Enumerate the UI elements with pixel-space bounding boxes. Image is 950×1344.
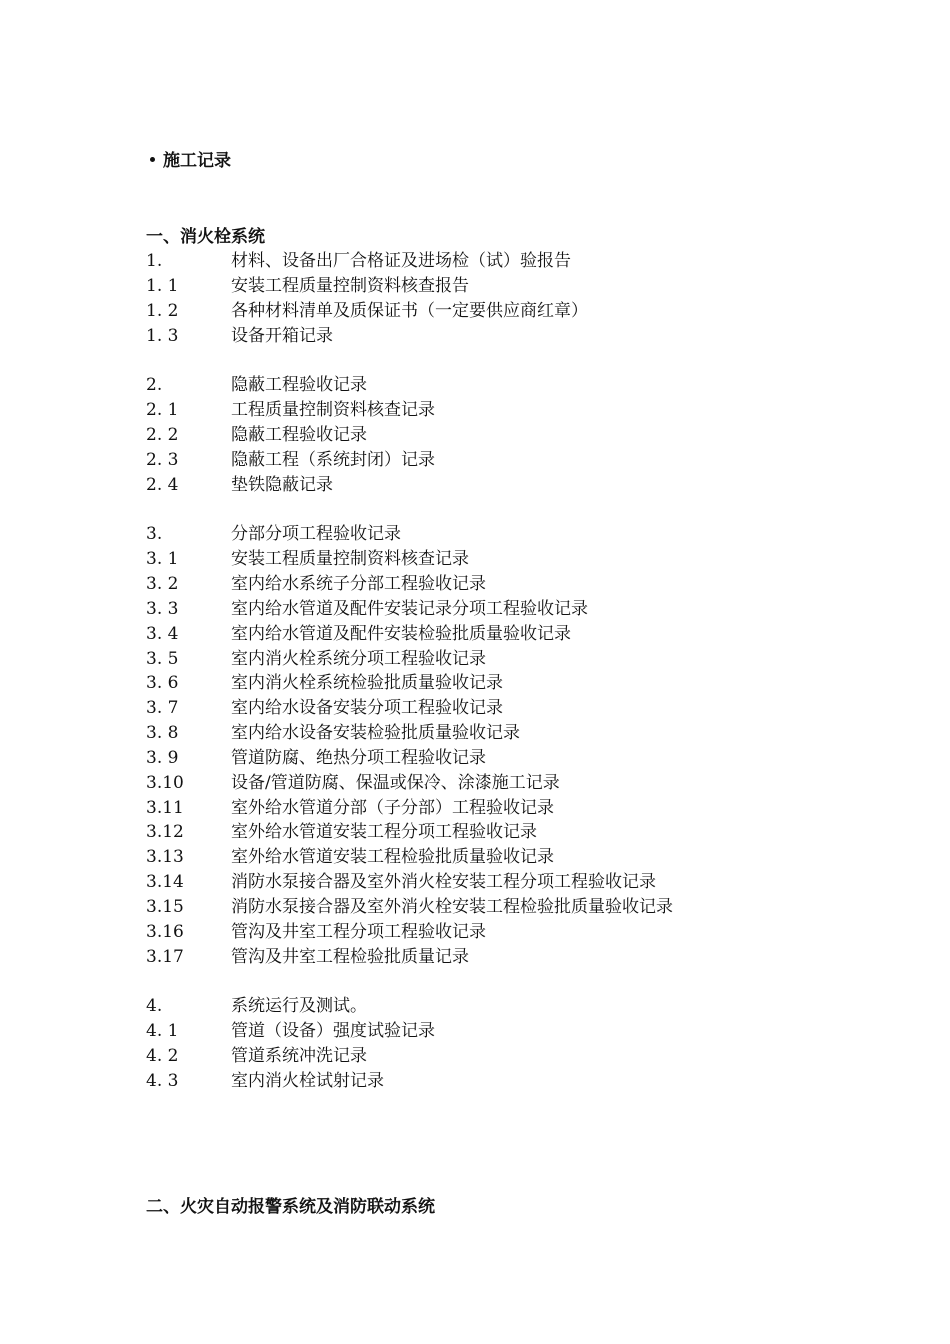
list-item [146, 522, 846, 547]
item-number: 1. 3 [146, 325, 179, 346]
list-item [146, 423, 846, 448]
item-text: 室外给水管道安装工程检验批质量验收记录 [231, 847, 554, 868]
group-spacer [146, 969, 846, 994]
item-text: 消防水泵接合器及室外消火栓安装工程检验批质量验收记录 [231, 896, 673, 917]
list-item [146, 696, 846, 721]
item-number: 4. 1 [146, 1021, 179, 1042]
section-heading-2: 二、火灾自动报警系统及消防联动系统 [146, 1197, 435, 1217]
item-text: 材料、设备出厂合格证及进场检（试）验报告 [231, 251, 571, 271]
list-item [146, 249, 846, 274]
title-text: 施工记录 [163, 151, 231, 171]
list-item [146, 920, 846, 945]
item-text: 室内给水设备安装检验批质量验收记录 [231, 723, 520, 744]
item-number: 2. 3 [146, 449, 179, 470]
item-number: 3.13 [146, 847, 184, 868]
list-item [146, 1044, 846, 1069]
item-text: 室内给水管道及配件安装记录分项工程验收记录 [231, 598, 588, 619]
group-spacer [146, 348, 846, 373]
item-number: 3. 1 [146, 549, 179, 570]
item-text: 室内给水设备安装分项工程验收记录 [231, 698, 503, 719]
list-item [146, 796, 846, 821]
list-item [146, 1019, 846, 1044]
item-text: 室内消火栓系统分项工程验收记录 [231, 648, 486, 669]
item-text: 工程质量控制资料核查记录 [231, 400, 435, 421]
list-item [146, 671, 846, 696]
list-item [146, 771, 846, 796]
item-number: 3.16 [146, 921, 184, 942]
item-text: 室外给水管道分部（子分部）工程验收记录 [231, 797, 554, 818]
item-number: 3. 7 [146, 698, 179, 719]
item-text: 分部分项工程验收记录 [231, 524, 401, 545]
list-item [146, 845, 846, 870]
item-number: 1. [146, 251, 163, 271]
item-number: 2. 1 [146, 400, 179, 421]
list-item [146, 622, 846, 647]
item-number: 4. 2 [146, 1046, 179, 1066]
item-number: 1. 1 [146, 275, 179, 296]
item-text: 管道防腐、绝热分项工程验收记录 [231, 747, 486, 768]
section-heading-1: 一、消火栓系统 [146, 227, 265, 247]
list-item [146, 870, 846, 895]
list-item [146, 448, 846, 473]
list-item [146, 547, 846, 572]
list-item [146, 398, 846, 423]
list-item [146, 572, 846, 597]
item-text: 室内消火栓系统检验批质量验收记录 [231, 673, 503, 694]
item-text: 设备/管道防腐、保温或保冷、涂漆施工记录 [231, 772, 560, 793]
list-item [146, 994, 846, 1019]
list-item [146, 299, 846, 324]
list-item [146, 721, 846, 746]
list-item [146, 895, 846, 920]
document-title [146, 150, 231, 172]
item-text: 室内消火栓试射记录 [231, 1070, 384, 1091]
item-text: 室内给水系统子分部工程验收记录 [231, 573, 486, 594]
item-number: 3. 2 [146, 573, 179, 594]
item-number: 3. 6 [146, 673, 179, 694]
item-number: 3. 4 [146, 623, 179, 644]
item-number: 3.17 [146, 946, 184, 967]
bullet-icon [150, 157, 155, 162]
item-text: 安装工程质量控制资料核查记录 [231, 549, 469, 570]
item-number: 3. 5 [146, 648, 179, 669]
group-spacer [146, 497, 846, 522]
item-text: 室内给水管道及配件安装检验批质量验收记录 [231, 623, 571, 644]
item-number: 1. 2 [146, 300, 179, 321]
list-item [146, 820, 846, 845]
list-item [146, 324, 846, 349]
item-number: 3.15 [146, 896, 184, 917]
item-text: 消防水泵接合器及室外消火栓安装工程分项工程验收记录 [231, 872, 656, 893]
item-number: 2. [146, 375, 163, 396]
item-number: 3.11 [146, 797, 184, 818]
item-number: 3.14 [146, 872, 184, 893]
item-text: 安装工程质量控制资料核查报告 [231, 275, 469, 296]
item-text: 管沟及井室工程检验批质量记录 [231, 946, 469, 967]
list-item [146, 647, 846, 672]
item-text: 管道（设备）强度试验记录 [231, 1021, 435, 1042]
item-number: 4. [146, 996, 163, 1017]
item-number: 3. 8 [146, 723, 179, 744]
item-number: 4. 3 [146, 1070, 179, 1091]
item-number: 3.10 [146, 772, 184, 793]
list-item [146, 373, 846, 398]
item-number: 3.12 [146, 822, 184, 843]
item-text: 隐蔽工程验收记录 [231, 424, 367, 445]
item-number: 2. 4 [146, 474, 179, 495]
item-number: 3. [146, 524, 163, 545]
item-text: 管道系统冲洗记录 [231, 1046, 367, 1066]
section-1-list [146, 249, 846, 1094]
item-number: 2. 2 [146, 424, 179, 445]
item-number: 3. 9 [146, 747, 179, 768]
list-item [146, 945, 846, 970]
item-number: 3. 3 [146, 598, 179, 619]
list-item [146, 746, 846, 771]
item-text: 垫铁隐蔽记录 [231, 474, 333, 495]
item-text: 隐蔽工程验收记录 [231, 375, 367, 396]
item-text: 设备开箱记录 [231, 325, 333, 346]
item-text: 管沟及井室工程分项工程验收记录 [231, 921, 486, 942]
item-text: 各种材料清单及质保证书（一定要供应商红章） [231, 300, 588, 321]
list-item [146, 597, 846, 622]
list-item [146, 473, 846, 498]
list-item [146, 1069, 846, 1094]
item-text: 系统运行及测试。 [231, 996, 367, 1017]
list-item [146, 274, 846, 299]
item-text: 隐蔽工程（系统封闭）记录 [231, 449, 435, 470]
item-text: 室外给水管道安装工程分项工程验收记录 [231, 822, 537, 843]
